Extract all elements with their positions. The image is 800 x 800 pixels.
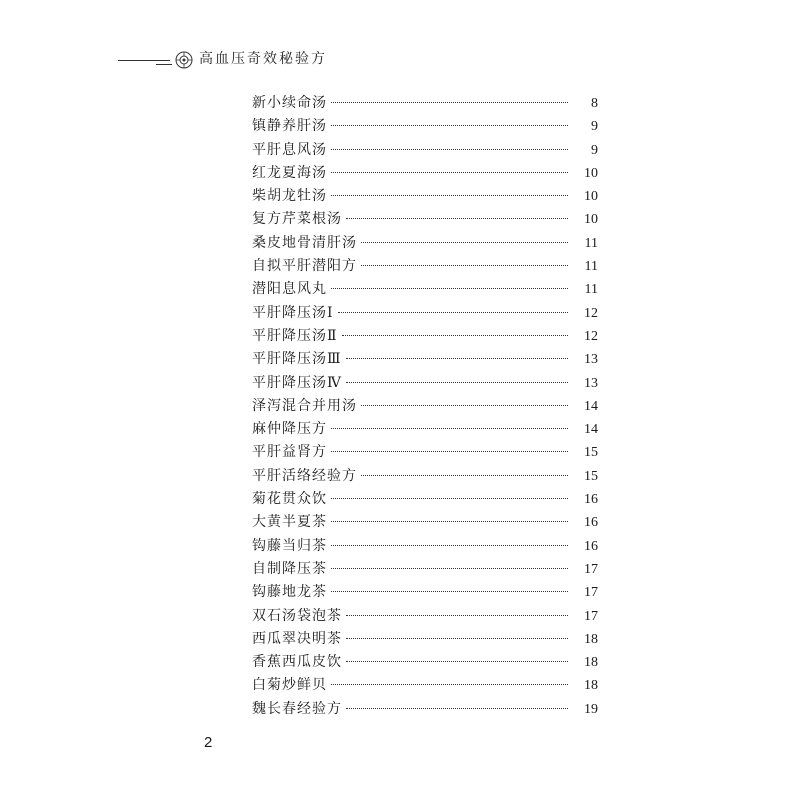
toc-entry-page: 8 <box>591 96 598 111</box>
toc-entry-title: 新小续命汤 <box>252 95 327 111</box>
toc-dot-leader <box>331 195 568 196</box>
toc-entry-page: 18 <box>584 678 598 694</box>
toc-entry-page: 10 <box>584 212 598 228</box>
toc-entry-page: 10 <box>584 189 598 205</box>
toc-dot-leader <box>331 498 568 499</box>
toc-entry-page: 16 <box>584 492 598 508</box>
toc-entry[interactable] <box>252 278 598 301</box>
toc-entry-page: 11 <box>584 235 598 251</box>
flower-ornament-icon <box>174 50 194 70</box>
toc-dot-leader <box>331 172 568 173</box>
toc-dot-leader <box>346 382 568 383</box>
toc-dot-leader <box>331 684 568 685</box>
toc-entry-page: 16 <box>584 515 598 531</box>
toc-entry-page: 11 <box>584 282 598 298</box>
toc-entry[interactable] <box>252 115 598 138</box>
toc-dot-leader <box>346 638 568 639</box>
toc-entry[interactable] <box>252 185 598 208</box>
toc-entry-page: 13 <box>584 352 598 368</box>
toc-dot-leader <box>331 428 568 429</box>
toc-entry-page: 13 <box>584 375 598 391</box>
toc-dot-leader <box>346 615 568 616</box>
toc-entry[interactable] <box>252 628 598 651</box>
toc-entry[interactable] <box>252 162 598 185</box>
toc-entry-page: 14 <box>584 422 598 438</box>
toc-entry[interactable] <box>252 698 598 721</box>
toc-entry[interactable] <box>252 302 598 325</box>
toc-dot-leader <box>331 521 568 522</box>
toc-entry-title: 白菊炒鲜贝 <box>252 677 327 694</box>
toc-entry[interactable] <box>252 674 598 697</box>
toc-entry-page: 17 <box>584 608 598 624</box>
toc-entry-page: 11 <box>584 259 598 275</box>
toc-entry-title: 红龙夏海汤 <box>252 164 327 181</box>
toc-dot-leader <box>331 451 568 452</box>
toc-entry-page: 9 <box>591 119 598 135</box>
toc-entry[interactable] <box>252 139 598 162</box>
toc-entry-page: 14 <box>584 398 598 414</box>
toc-entry-title: 香蕉西瓜皮饮 <box>252 654 342 671</box>
toc-entry-page: 16 <box>584 538 598 554</box>
toc-entry-page: 12 <box>584 328 598 344</box>
toc-entry[interactable] <box>252 581 598 604</box>
toc-dot-leader <box>346 218 568 219</box>
toc-dot-leader <box>331 545 568 546</box>
toc-dot-leader <box>331 125 568 126</box>
toc-entry[interactable] <box>252 651 598 674</box>
toc-dot-leader <box>361 242 568 243</box>
toc-dot-leader <box>342 335 568 336</box>
toc-entry-title: 复方芹菜根汤 <box>252 211 342 228</box>
toc-entry-title: 魏长春经验方 <box>252 700 342 717</box>
toc-entry-title: 双石汤袋泡茶 <box>252 607 342 624</box>
toc-entry-title: 自制降压茶 <box>252 560 327 577</box>
toc-dot-leader <box>331 102 568 103</box>
toc-dot-leader <box>361 475 568 476</box>
toc-entry-page: 17 <box>584 561 598 577</box>
toc-entry-title: 平肝息风汤 <box>252 141 327 158</box>
toc-dot-leader <box>346 358 568 359</box>
toc-entry[interactable] <box>252 558 598 581</box>
header-rule-short <box>156 64 172 65</box>
toc-entry-title: 泽泻混合并用汤 <box>252 397 357 414</box>
toc-dot-leader <box>331 568 568 569</box>
toc-entry[interactable] <box>252 325 598 348</box>
toc-entry-title: 自拟平肝潜阳方 <box>252 258 357 275</box>
toc-entry-title: 平肝降压汤Ⅳ <box>252 374 342 391</box>
toc-dot-leader <box>361 405 568 406</box>
toc-entry[interactable] <box>252 535 598 558</box>
toc-dot-leader <box>331 149 568 150</box>
toc-entry-title: 镇静养肝汤 <box>252 118 327 135</box>
toc-entry-page: 12 <box>584 305 598 321</box>
toc-entry-title: 大黄半夏茶 <box>252 514 327 531</box>
toc-entry[interactable] <box>252 605 598 628</box>
toc-entry[interactable] <box>252 395 598 418</box>
toc-dot-leader <box>338 312 568 313</box>
table-of-contents <box>252 92 598 721</box>
toc-entry-page: 17 <box>584 585 598 601</box>
toc-dot-leader <box>346 708 568 709</box>
toc-entry[interactable] <box>252 348 598 371</box>
toc-entry-title: 平肝活络经验方 <box>252 467 357 484</box>
toc-entry-title: 西瓜翠决明茶 <box>252 630 342 647</box>
toc-entry-title: 柴胡龙牡汤 <box>252 188 327 205</box>
toc-entry-title: 平肝益肾方 <box>252 444 327 461</box>
toc-entry[interactable] <box>252 255 598 278</box>
toc-entry[interactable] <box>252 511 598 534</box>
toc-entry[interactable] <box>252 418 598 441</box>
toc-entry-title: 潜阳息风丸 <box>252 281 327 298</box>
header-title: 高血压奇效秘验方 <box>199 51 327 67</box>
toc-entry-page: 10 <box>584 165 598 181</box>
toc-entry[interactable] <box>252 465 598 488</box>
toc-entry[interactable] <box>252 441 598 464</box>
toc-entry-page: 19 <box>584 701 598 717</box>
toc-entry-page: 15 <box>584 445 598 461</box>
toc-entry-title: 麻仲降压方 <box>252 421 327 438</box>
toc-entry-title: 平肝降压汤Ⅱ <box>252 327 338 344</box>
toc-entry-page: 18 <box>584 631 598 647</box>
toc-entry-page: 9 <box>591 142 598 158</box>
page-number: 2 <box>204 734 213 751</box>
toc-dot-leader <box>331 591 568 592</box>
running-header <box>0 46 420 76</box>
toc-entry[interactable] <box>252 372 598 395</box>
toc-dot-leader <box>361 265 568 266</box>
toc-dot-leader <box>346 661 568 662</box>
toc-entry-title: 平肝降压汤Ⅲ <box>252 351 342 368</box>
toc-entry-page: 18 <box>584 655 598 671</box>
toc-entry-title: 菊花贯众饮 <box>252 491 327 508</box>
toc-entry[interactable] <box>252 208 598 231</box>
toc-entry-page: 15 <box>584 468 598 484</box>
toc-entry[interactable] <box>252 488 598 511</box>
toc-entry[interactable] <box>252 232 598 255</box>
toc-entry-title: 平肝降压汤Ⅰ <box>252 304 334 321</box>
toc-dot-leader <box>331 288 568 289</box>
toc-entry[interactable] <box>252 92 598 115</box>
header-rule <box>118 60 170 61</box>
toc-entry-title: 钩藤地龙茶 <box>252 584 327 601</box>
toc-entry-title: 钩藤当归茶 <box>252 537 327 554</box>
toc-entry-title: 桑皮地骨清肝汤 <box>252 234 357 251</box>
